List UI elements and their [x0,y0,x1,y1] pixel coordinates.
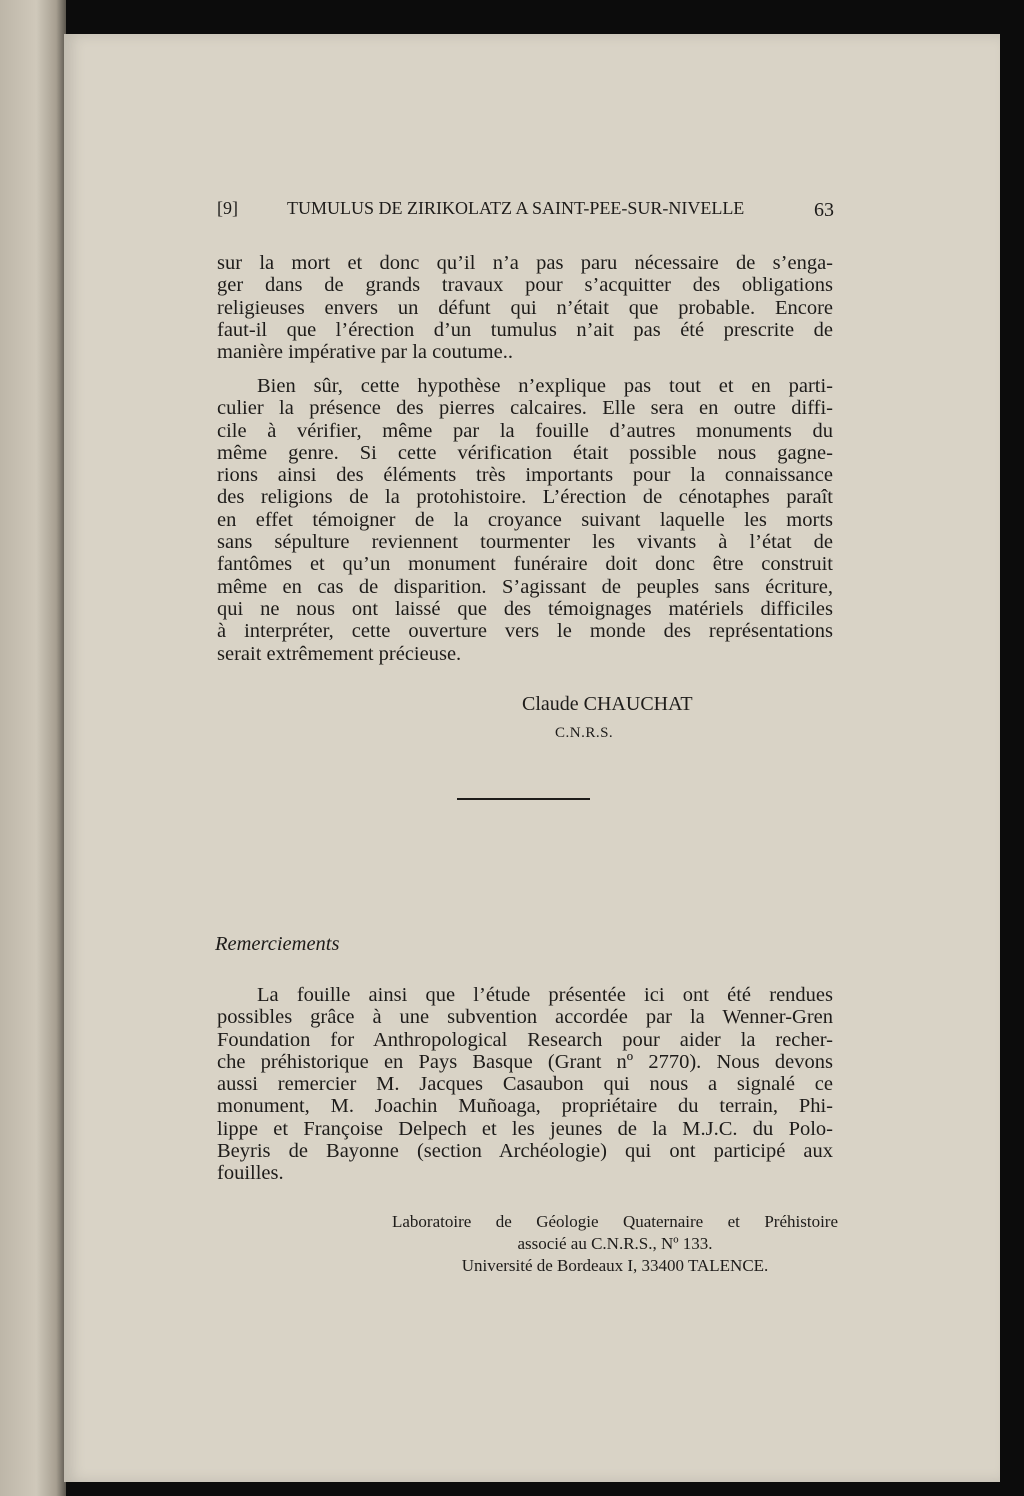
text-line: Beyris de Bayonne (section Archéologie) qui ont participé aux [217,1140,833,1163]
acknowledgements-heading: Remerciements [215,933,340,955]
facing-page-edge [0,0,66,1496]
author-name: Claude CHAUCHAT [522,693,693,715]
text-line: à interpréter, cette ouverture vers le monde des représentations [217,620,833,643]
text-line: culier la présence des pierres calcaires. Elle sera en outre diffi- [217,397,833,420]
acknowledgements-paragraph [217,984,833,1185]
paragraph-1 [217,252,833,363]
text-line: en effet témoigner de la croyance suivant laquelle les morts [217,508,833,531]
text-line: sans sépulture reviennent tourmenter les vivants à l’état de [217,531,833,554]
section-number: [9] [217,198,238,218]
section-divider [457,798,590,800]
text-line: aussi remercier M. Jacques Casaubon qui nous a signalé ce [217,1073,833,1096]
text-line: fantômes et qu’un monument funéraire doit donc être construit [217,553,833,576]
text-line: qui ne nous ont laissé que des témoignages matériels difficiles [217,597,833,620]
text-line: Foundation for Anthropological Research pour aider la recher- [217,1028,833,1051]
paragraph-2 [217,375,833,665]
text-line: monument, M. Joachin Muñoaga, propriétaire du terrain, Phi- [217,1095,833,1118]
text-line: manière impérative par la coutume.. [217,341,513,364]
address-line: Laboratoire de Géologie Quaternaire et Préhistoire [392,1212,838,1231]
text-line: même en cas de disparition. S’agissant de peuples sans écriture, [217,575,833,598]
text-line: des religions de la protohistoire. L’érection de cénotaphes paraît [217,486,833,509]
text-line: che préhistorique en Pays Basque (Grant nº 2770). Nous devons [217,1050,833,1073]
text-line: lippe et Françoise Delpech et les jeunes de la M.J.C. du Polo- [217,1117,833,1140]
text-line: cile à vérifier, même par la fouille d’autres monuments du [217,419,833,442]
text-line: même genre. Si cette vérification était possible nous gagne- [217,441,833,464]
text-line: sur la mort et donc qu’il n’a pas paru nécessaire de s’enga- [217,252,833,274]
address-block [392,1211,838,1277]
text-line: La fouille ainsi que l’étude présentée ici ont été rendues [257,984,833,1006]
text-line: serait extrêmement précieuse. [217,642,462,665]
page-number: 63 [814,199,834,221]
address-line: Université de Bordeaux I, 33400 TALENCE. [461,1256,769,1275]
text-line: religieuses envers un défunt qui n’était que probable. Encore [217,296,833,319]
address-line: associé au C.N.R.S., Nº 133. [517,1234,713,1253]
text-line: possibles grâce à une subvention accordée par la Wenner-Gren [217,1006,833,1029]
text-line: ger dans de grands travaux pour s’acquitter des obligations [217,274,833,297]
text-line: faut-il que l’érection d’un tumulus n’ait pas été prescrite de [217,318,833,341]
header-title: TUMULUS DE ZIRIKOLATZ A SAINT-PEE-SUR-NIVELLE [287,198,745,218]
text-line: fouilles. [217,1162,284,1185]
author-affiliation: C.N.R.S. [555,725,614,741]
text-line: Bien sûr, cette hypothèse n’explique pas tout et en parti- [257,375,833,397]
text-line: rions ainsi des éléments très importants pour la connaissance [217,464,833,487]
